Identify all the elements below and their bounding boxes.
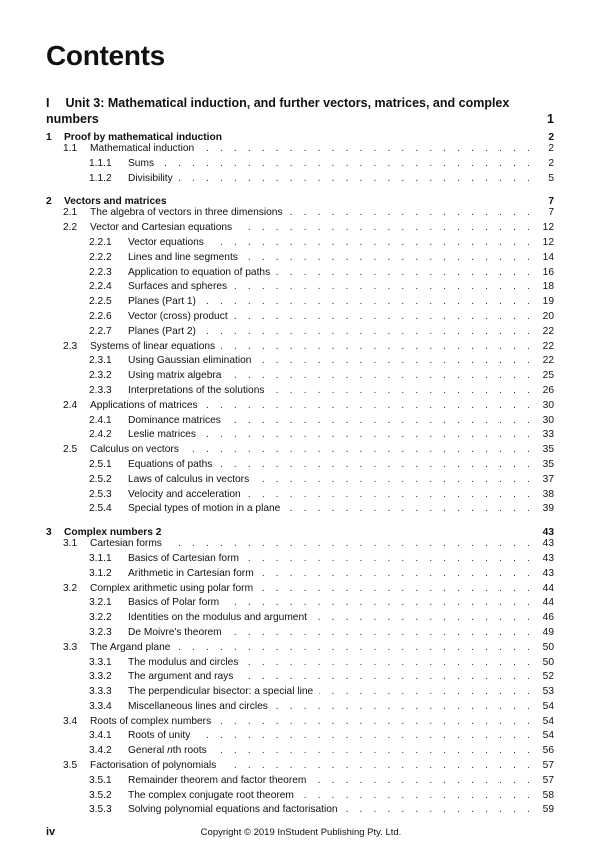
dot-leader (245, 553, 534, 565)
toc-entry-title: Solving polynomial equations and factorisation (128, 804, 338, 816)
toc-entry-title: Divisibility (128, 172, 173, 184)
toc-entry-page: 14 (542, 251, 554, 263)
toc-entry-title: Using matrix algebra (128, 370, 222, 382)
toc-chapter-entry[interactable] (46, 192, 554, 207)
toc-section-entry[interactable] (46, 222, 554, 237)
page-title: Contents (46, 40, 165, 71)
dot-leader (244, 252, 534, 264)
toc-entry-page: 2 (548, 143, 554, 154)
dot-leader (234, 311, 534, 323)
toc-entry-number: 3.2 (63, 582, 78, 594)
toc-entry-title: Sums (128, 157, 155, 169)
toc-entry-page: 22 (542, 340, 554, 352)
toc-entry-title: Application to equation of paths (128, 266, 271, 278)
toc-entry-title: Remainder theorem and factor theorem (128, 774, 307, 786)
toc-subsection-entry[interactable] (46, 790, 554, 805)
toc-entry-title: Basics of Polar form (128, 597, 220, 609)
dot-leader (173, 192, 535, 204)
footer-page-number: iv (46, 826, 56, 838)
toc-entry-number: 2.2.1 (89, 236, 112, 248)
toc-section-entry[interactable] (46, 341, 554, 356)
toc-subsection-entry[interactable] (46, 627, 554, 642)
dot-leader (300, 790, 534, 802)
toc-subsection-entry[interactable] (46, 553, 554, 568)
dot-leader (247, 489, 534, 501)
toc-subsection-entry[interactable] (46, 370, 554, 385)
toc-subsection-entry[interactable] (46, 503, 554, 518)
toc-entry-number: 3.5.2 (89, 789, 112, 801)
toc-entry-number: 2.5.3 (89, 488, 112, 500)
toc-entry-title: Interpretations of the solutions (128, 384, 265, 396)
dot-leader (238, 222, 534, 234)
dot-leader (200, 143, 534, 155)
toc-entry-page: 43 (542, 527, 554, 539)
dot-leader (227, 415, 534, 427)
dot-leader (168, 538, 534, 550)
toc-section-entry[interactable] (46, 760, 554, 775)
toc-entry-title: Vector and Cartesian equations (90, 222, 233, 234)
dot-leader (289, 207, 534, 219)
toc-entry-page: 54 (542, 730, 554, 742)
toc-subsection-entry[interactable] (46, 267, 554, 282)
part-heading[interactable] (46, 95, 554, 127)
toc-entry-number: 3.2.2 (89, 612, 112, 624)
toc-subsection-entry[interactable] (46, 745, 554, 760)
dot-leader (227, 370, 534, 382)
toc-entry-number: 3.4.2 (89, 745, 112, 757)
dot-leader (196, 730, 534, 742)
toc-entry-title: General nth roots (128, 745, 207, 757)
toc-entry-page: 18 (542, 281, 554, 293)
toc-subsection-entry[interactable] (46, 686, 554, 701)
toc-entry-page: 43 (542, 552, 554, 564)
dot-leader (255, 474, 534, 486)
toc-entry-number: 2.5 (63, 444, 78, 456)
toc-subsection-entry[interactable] (46, 671, 554, 686)
toc-chapter-entry[interactable] (46, 523, 554, 538)
toc-entry-page: 30 (542, 414, 554, 426)
toc-entry-number: 2.2 (63, 222, 78, 234)
toc-section-entry[interactable] (46, 642, 554, 657)
toc-entry-page: 43 (542, 567, 554, 579)
toc-entry-title: Vectors and matrices (64, 196, 167, 208)
toc-section-entry[interactable] (46, 444, 554, 459)
toc-entry-page: 38 (542, 488, 554, 500)
toc-entry-number: 3.1.1 (89, 552, 112, 564)
toc-subsection-entry[interactable] (46, 252, 554, 267)
toc-subsection-entry[interactable] (46, 804, 554, 819)
dot-leader (244, 657, 534, 669)
toc-subsection-entry[interactable] (46, 568, 554, 583)
toc-entry-page: 2 (548, 157, 554, 169)
dot-leader (259, 583, 534, 595)
toc-subsection-entry[interactable] (46, 385, 554, 400)
dot-leader (222, 760, 534, 772)
toc-entry-page: 35 (542, 458, 554, 470)
dot-leader (160, 158, 534, 170)
toc-entry-page: 7 (548, 207, 554, 219)
dot-leader (274, 701, 534, 713)
toc-entry-title: Planes (Part 2) (128, 325, 196, 337)
toc-entry-page: 43 (542, 538, 554, 550)
toc-entry-number: 2.2.3 (89, 266, 112, 278)
dot-leader (344, 804, 534, 816)
dot-leader (233, 281, 534, 293)
toc-section-entry[interactable] (46, 207, 554, 222)
toc-entry-title: Lines and line segments (128, 251, 238, 263)
toc-entry-page: 35 (542, 444, 554, 456)
toc-entry-title: Vector (cross) product (128, 310, 228, 322)
toc-entry-title: The argument and rays (128, 671, 234, 683)
toc-entry-number: 2.3.3 (89, 384, 112, 396)
toc-entry-number: 2.3.1 (89, 355, 112, 367)
toc-entry-title: Mathematical induction (90, 143, 195, 154)
toc-entry-number: 3.1 (63, 538, 78, 550)
toc-entry-page: 53 (542, 686, 554, 698)
toc-subsection-entry[interactable] (46, 612, 554, 627)
toc-subsection-entry[interactable] (46, 326, 554, 341)
toc-section-entry[interactable] (46, 400, 554, 415)
toc-subsection-entry[interactable] (46, 474, 554, 489)
toc-entry-number: 2.2.6 (89, 310, 112, 322)
toc-entry-number: 3.1.2 (89, 567, 112, 579)
toc-section-entry[interactable] (46, 538, 554, 553)
toc-entry-title: Leslie matrices (128, 429, 196, 441)
toc-subsection-entry[interactable] (46, 158, 554, 173)
toc-entry-page: 12 (542, 236, 554, 248)
toc-subsection-entry[interactable] (46, 415, 554, 430)
toc-entry-title: Vector equations (128, 236, 204, 248)
toc-entry-page: 54 (542, 715, 554, 727)
toc-entry-number: 2.3.2 (89, 370, 112, 382)
toc-entry-title: Planes (Part 1) (128, 296, 196, 308)
toc-entry-title: Miscellaneous lines and circles (128, 700, 268, 712)
toc-subsection-entry[interactable] (46, 489, 554, 504)
toc-entry-number: 3.5 (63, 760, 78, 772)
toc-entry-title: Applications of matrices (90, 399, 198, 411)
dot-leader (210, 237, 534, 249)
toc-entry-page: 37 (542, 473, 554, 485)
toc-chapter-entry[interactable] (46, 128, 554, 143)
toc-entry-page: 22 (542, 325, 554, 337)
dot-leader (276, 267, 534, 279)
toc-section-entry[interactable] (46, 716, 554, 731)
toc-entry-title: Calculus on vectors (90, 444, 179, 456)
toc-subsection-entry[interactable] (46, 730, 554, 745)
dot-leader (319, 686, 534, 698)
toc-entry-number: 1.1.2 (89, 172, 112, 184)
toc-subsection-entry[interactable] (46, 657, 554, 672)
toc-entry-page: 5 (548, 172, 554, 184)
toc-entry-title: Systems of linear equations (90, 340, 216, 352)
toc-entry-page: 12 (542, 222, 554, 234)
toc-entry-title: Special types of motion in a plane (128, 503, 281, 515)
toc-entry-page: 22 (542, 355, 554, 367)
toc-entry-title: The algebra of vectors in three dimensions (90, 207, 283, 219)
toc-entry-number: 2.5.1 (89, 458, 112, 470)
toc-entry-page: 25 (542, 370, 554, 382)
toc-entry-number: 3.2.3 (89, 626, 112, 638)
toc-entry-title: Arithmetic in Cartesian form (128, 567, 254, 579)
dot-leader (167, 523, 534, 535)
toc-section-entry[interactable] (46, 143, 554, 158)
toc-entry-title: Roots of unity (128, 730, 191, 742)
toc-entry-number: 2.5.2 (89, 473, 112, 485)
toc-entry-number: 2.1 (63, 207, 78, 219)
toc-entry-number: 3.3.3 (89, 686, 112, 698)
toc-entry-page: 20 (542, 310, 554, 322)
toc-entry-title: Dominance matrices (128, 414, 221, 426)
toc-entry-number: 3.2.1 (89, 597, 112, 609)
toc-entry-page: 33 (542, 429, 554, 441)
toc-entry-number: 2.4.2 (89, 429, 112, 441)
dot-leader (286, 503, 534, 515)
toc-entry-title: The modulus and circles (128, 656, 239, 668)
toc-subsection-entry[interactable] (46, 775, 554, 790)
toc-entry-page: 50 (542, 641, 554, 653)
toc-subsection-entry[interactable] (46, 296, 554, 311)
toc-entry-number: 3.3.1 (89, 656, 112, 668)
toc-subsection-entry[interactable] (46, 701, 554, 716)
dot-leader (176, 642, 534, 654)
toc-subsection-entry[interactable] (46, 429, 554, 444)
toc-entry-number: 3.3.2 (89, 671, 112, 683)
toc-entry-page: 57 (542, 774, 554, 786)
toc-entry-title: Equations of paths (128, 458, 213, 470)
dot-leader (202, 429, 534, 441)
toc-entry-title: Cartesian forms (90, 538, 162, 550)
toc-entry-number: 2.4.1 (89, 414, 112, 426)
toc-entry-number: 1 (46, 132, 52, 143)
toc-entry-page: 50 (542, 656, 554, 668)
toc-entry-number: 2 (46, 196, 52, 208)
toc-entry-title: Laws of calculus in vectors (128, 473, 250, 485)
toc-entry-title: De Moivre's theorem (128, 626, 222, 638)
toc-entry-title: Proof by mathematical induction (64, 132, 222, 143)
toc-entry-title: The perpendicular bisector: a special line (128, 686, 314, 698)
dot-leader (239, 671, 534, 683)
toc-entry-page: 16 (542, 266, 554, 278)
toc-subsection-entry[interactable] (46, 355, 554, 370)
toc-subsection-entry[interactable] (46, 311, 554, 326)
toc-entry-title: The Argand plane (90, 641, 171, 653)
toc-entry-page: 58 (542, 789, 554, 801)
toc-entry-page: 30 (542, 399, 554, 411)
toc-entry-number: 2.3 (63, 340, 78, 352)
toc-subsection-entry[interactable] (46, 459, 554, 474)
dot-leader (228, 128, 534, 140)
toc-entry-number: 3.5.3 (89, 804, 112, 816)
toc-entry-title: Roots of complex numbers (90, 715, 212, 727)
toc-entry-page: 2 (548, 132, 554, 143)
toc-section-entry[interactable] (46, 583, 554, 598)
toc-entry-page: 7 (548, 196, 554, 208)
dot-leader (312, 775, 534, 787)
toc-entry-title: The complex conjugate root theorem (128, 789, 294, 801)
table-of-contents (46, 128, 554, 819)
dot-leader (179, 173, 534, 185)
toc-subsection-entry[interactable] (46, 597, 554, 612)
toc-entry-page: 46 (542, 612, 554, 624)
dot-leader (270, 385, 534, 397)
copyright-notice: Copyright © 2019 InStudent Publishing Pty. Ltd. (200, 827, 402, 838)
part-title: Unit 3: Mathematical induction, and further vectors, matrices, and complex numbers (46, 96, 510, 126)
toc-entry-number: 1.1 (63, 143, 78, 154)
toc-entry-number: 2.4 (63, 399, 78, 411)
toc-entry-number: 3 (46, 527, 52, 539)
toc-entry-number: 2.2.5 (89, 296, 112, 308)
dot-leader (260, 568, 534, 580)
dot-leader (313, 612, 534, 624)
toc-entry-title: Complex arithmetic using polar form (90, 582, 254, 594)
toc-entry-number: 2.2.7 (89, 325, 112, 337)
toc-entry-number: 2.5.4 (89, 503, 112, 515)
toc-entry-number: 2.2.4 (89, 281, 112, 293)
toc-entry-number: 3.4.1 (89, 730, 112, 742)
toc-entry-title: Velocity and acceleration (128, 488, 241, 500)
toc-entry-page: 44 (542, 597, 554, 609)
toc-entry-page: 19 (542, 296, 554, 308)
dot-leader (228, 627, 534, 639)
part-page-number: 1 (547, 112, 554, 126)
toc-subsection-entry[interactable] (46, 173, 554, 188)
toc-entry-number: 3.3.4 (89, 700, 112, 712)
toc-entry-number: 2.2.2 (89, 251, 112, 263)
dot-leader (213, 745, 534, 757)
dot-leader (225, 597, 534, 609)
toc-entry-page: 59 (542, 804, 554, 816)
toc-entry-number: 3.5.1 (89, 774, 112, 786)
toc-entry-page: 54 (542, 700, 554, 712)
dot-leader (202, 296, 534, 308)
toc-entry-title: Basics of Cartesian form (128, 552, 239, 564)
dot-leader (218, 459, 534, 471)
dot-leader (202, 326, 534, 338)
toc-entry-page: 56 (542, 745, 554, 757)
toc-entry-number: 3.4 (63, 715, 78, 727)
toc-entry-title: Identities on the modulus and argument (128, 612, 307, 624)
toc-entry-page: 26 (542, 384, 554, 396)
toc-entry-page: 39 (542, 503, 554, 515)
toc-subsection-entry[interactable] (46, 237, 554, 252)
toc-entry-page: 57 (542, 760, 554, 772)
toc-entry-page: 44 (542, 582, 554, 594)
toc-entry-title: Factorisation of polynomials (90, 760, 217, 772)
dot-leader (204, 400, 534, 412)
part-number: I (46, 96, 50, 110)
toc-entry-page: 52 (542, 671, 554, 683)
dot-leader (221, 341, 534, 353)
dot-leader (185, 444, 534, 456)
toc-entry-title: Using Gaussian elimination (128, 355, 252, 367)
toc-entry-title: Complex numbers 2 (64, 527, 162, 539)
toc-subsection-entry[interactable] (46, 281, 554, 296)
toc-entry-number: 1.1.1 (89, 157, 112, 169)
dot-leader (217, 716, 534, 728)
toc-entry-number: 3.3 (63, 641, 78, 653)
dot-leader (257, 355, 534, 367)
toc-entry-page: 49 (542, 626, 554, 638)
toc-entry-title: Surfaces and spheres (128, 281, 228, 293)
